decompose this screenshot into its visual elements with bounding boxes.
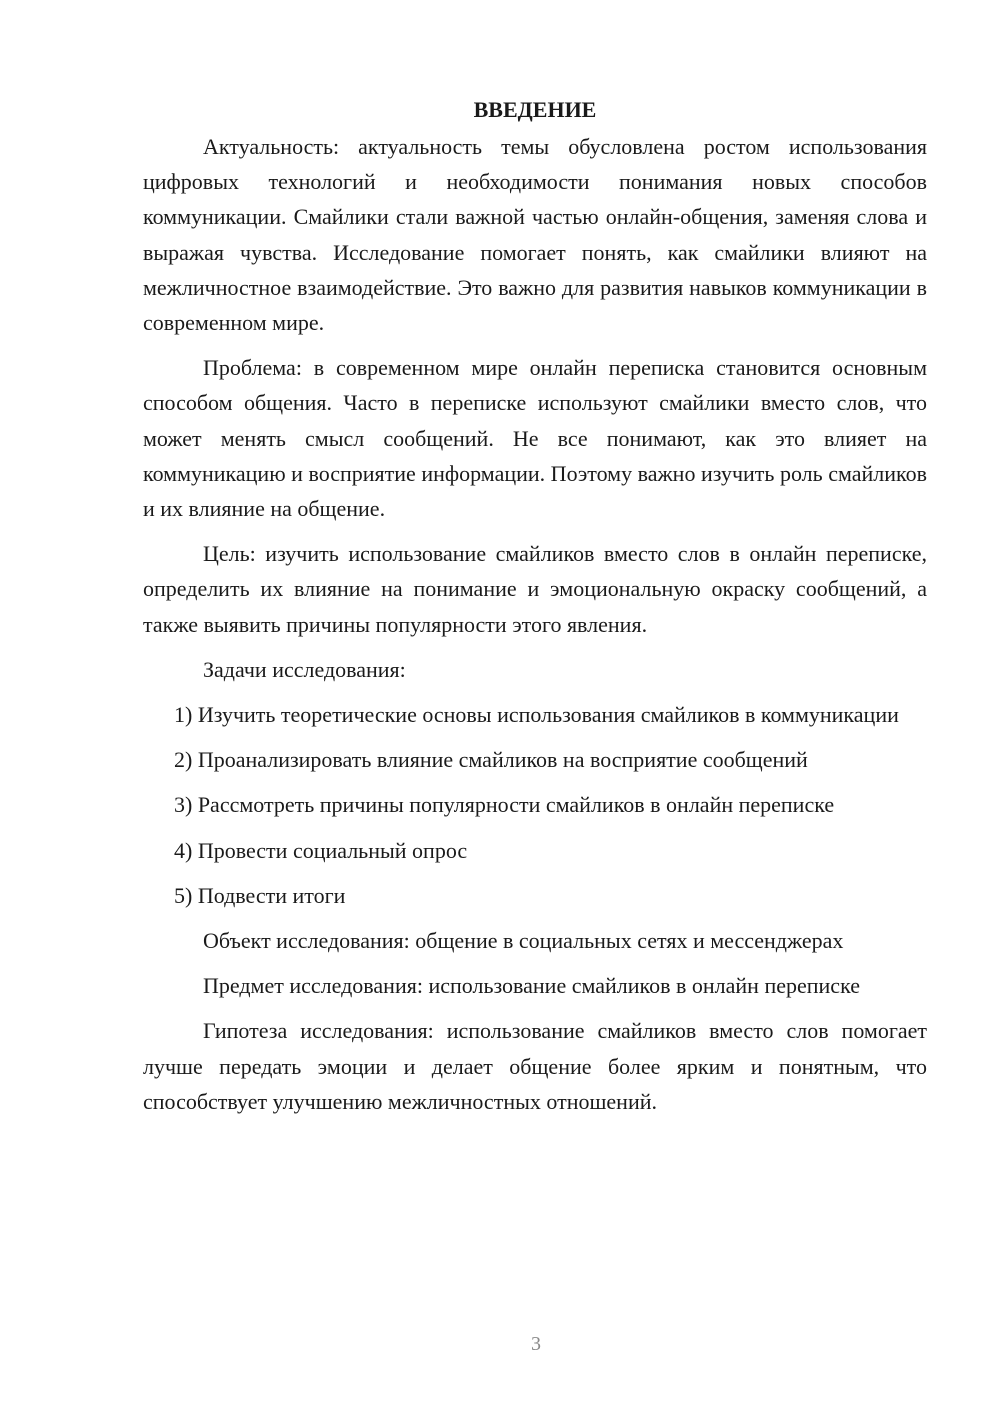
page-content xyxy=(143,92,927,1129)
tasks-heading: Задачи исследования: xyxy=(203,656,406,682)
task-item-5: 5) Подвести итоги xyxy=(174,882,346,908)
paragraph-problem: Проблема: в современном мире онлайн переписка становится основным способом общения. Часто в переписке используют смайлики вместо слов, что может менять смысл сообщений. Не все понимают, как это влияет на коммуникацию и восприятие информации. Поэтому важно изучить роль смайликов и их влияние на общение. xyxy=(143,355,927,522)
page-number: 3 xyxy=(531,1333,541,1355)
task-item-3: 3) Рассмотреть причины популярности смайликов в онлайн переписке xyxy=(174,792,835,818)
paragraph-object: Объект исследования: общение в социальных сетях и мессенджерах xyxy=(203,928,844,954)
task-item-2: 2) Проанализировать влияние смайликов на восприятие сообщений xyxy=(174,747,808,773)
paragraph-relevance: Актуальность: актуальность темы обусловлена ростом использования цифровых технологий и необходимости понимания новых способов коммуникации. Смайлики стали важной частью онлайн-общения, заменяя слова и выражая чувства. Исследование помогает понять, как смайлики влияют на межличностное взаимодействие. Это важно для развития навыков коммуникации в современном мире. xyxy=(143,134,927,336)
paragraph-subject: Предмет исследования: использование смайликов в онлайн переписке xyxy=(203,973,860,999)
task-item-1: 1) Изучить теоретические основы использования смайликов в коммуникации xyxy=(174,702,899,728)
page-title: ВВЕДЕНИЕ xyxy=(473,97,597,122)
paragraph-hypothesis: Гипотеза исследования: использование смайликов вместо слов помогает лучше передать эмоции и делает общение более ярким и понятным, что способствует улучшению межличностных отношений. xyxy=(143,1018,927,1114)
task-item-4: 4) Провести социальный опрос xyxy=(174,837,468,863)
paragraph-goal: Цель: изучить использование смайликов вместо слов в онлайн переписке, определить их влияние на понимание и эмоциональную окраску сообщений, а также выявить причины популярности этого явления. xyxy=(143,541,927,637)
